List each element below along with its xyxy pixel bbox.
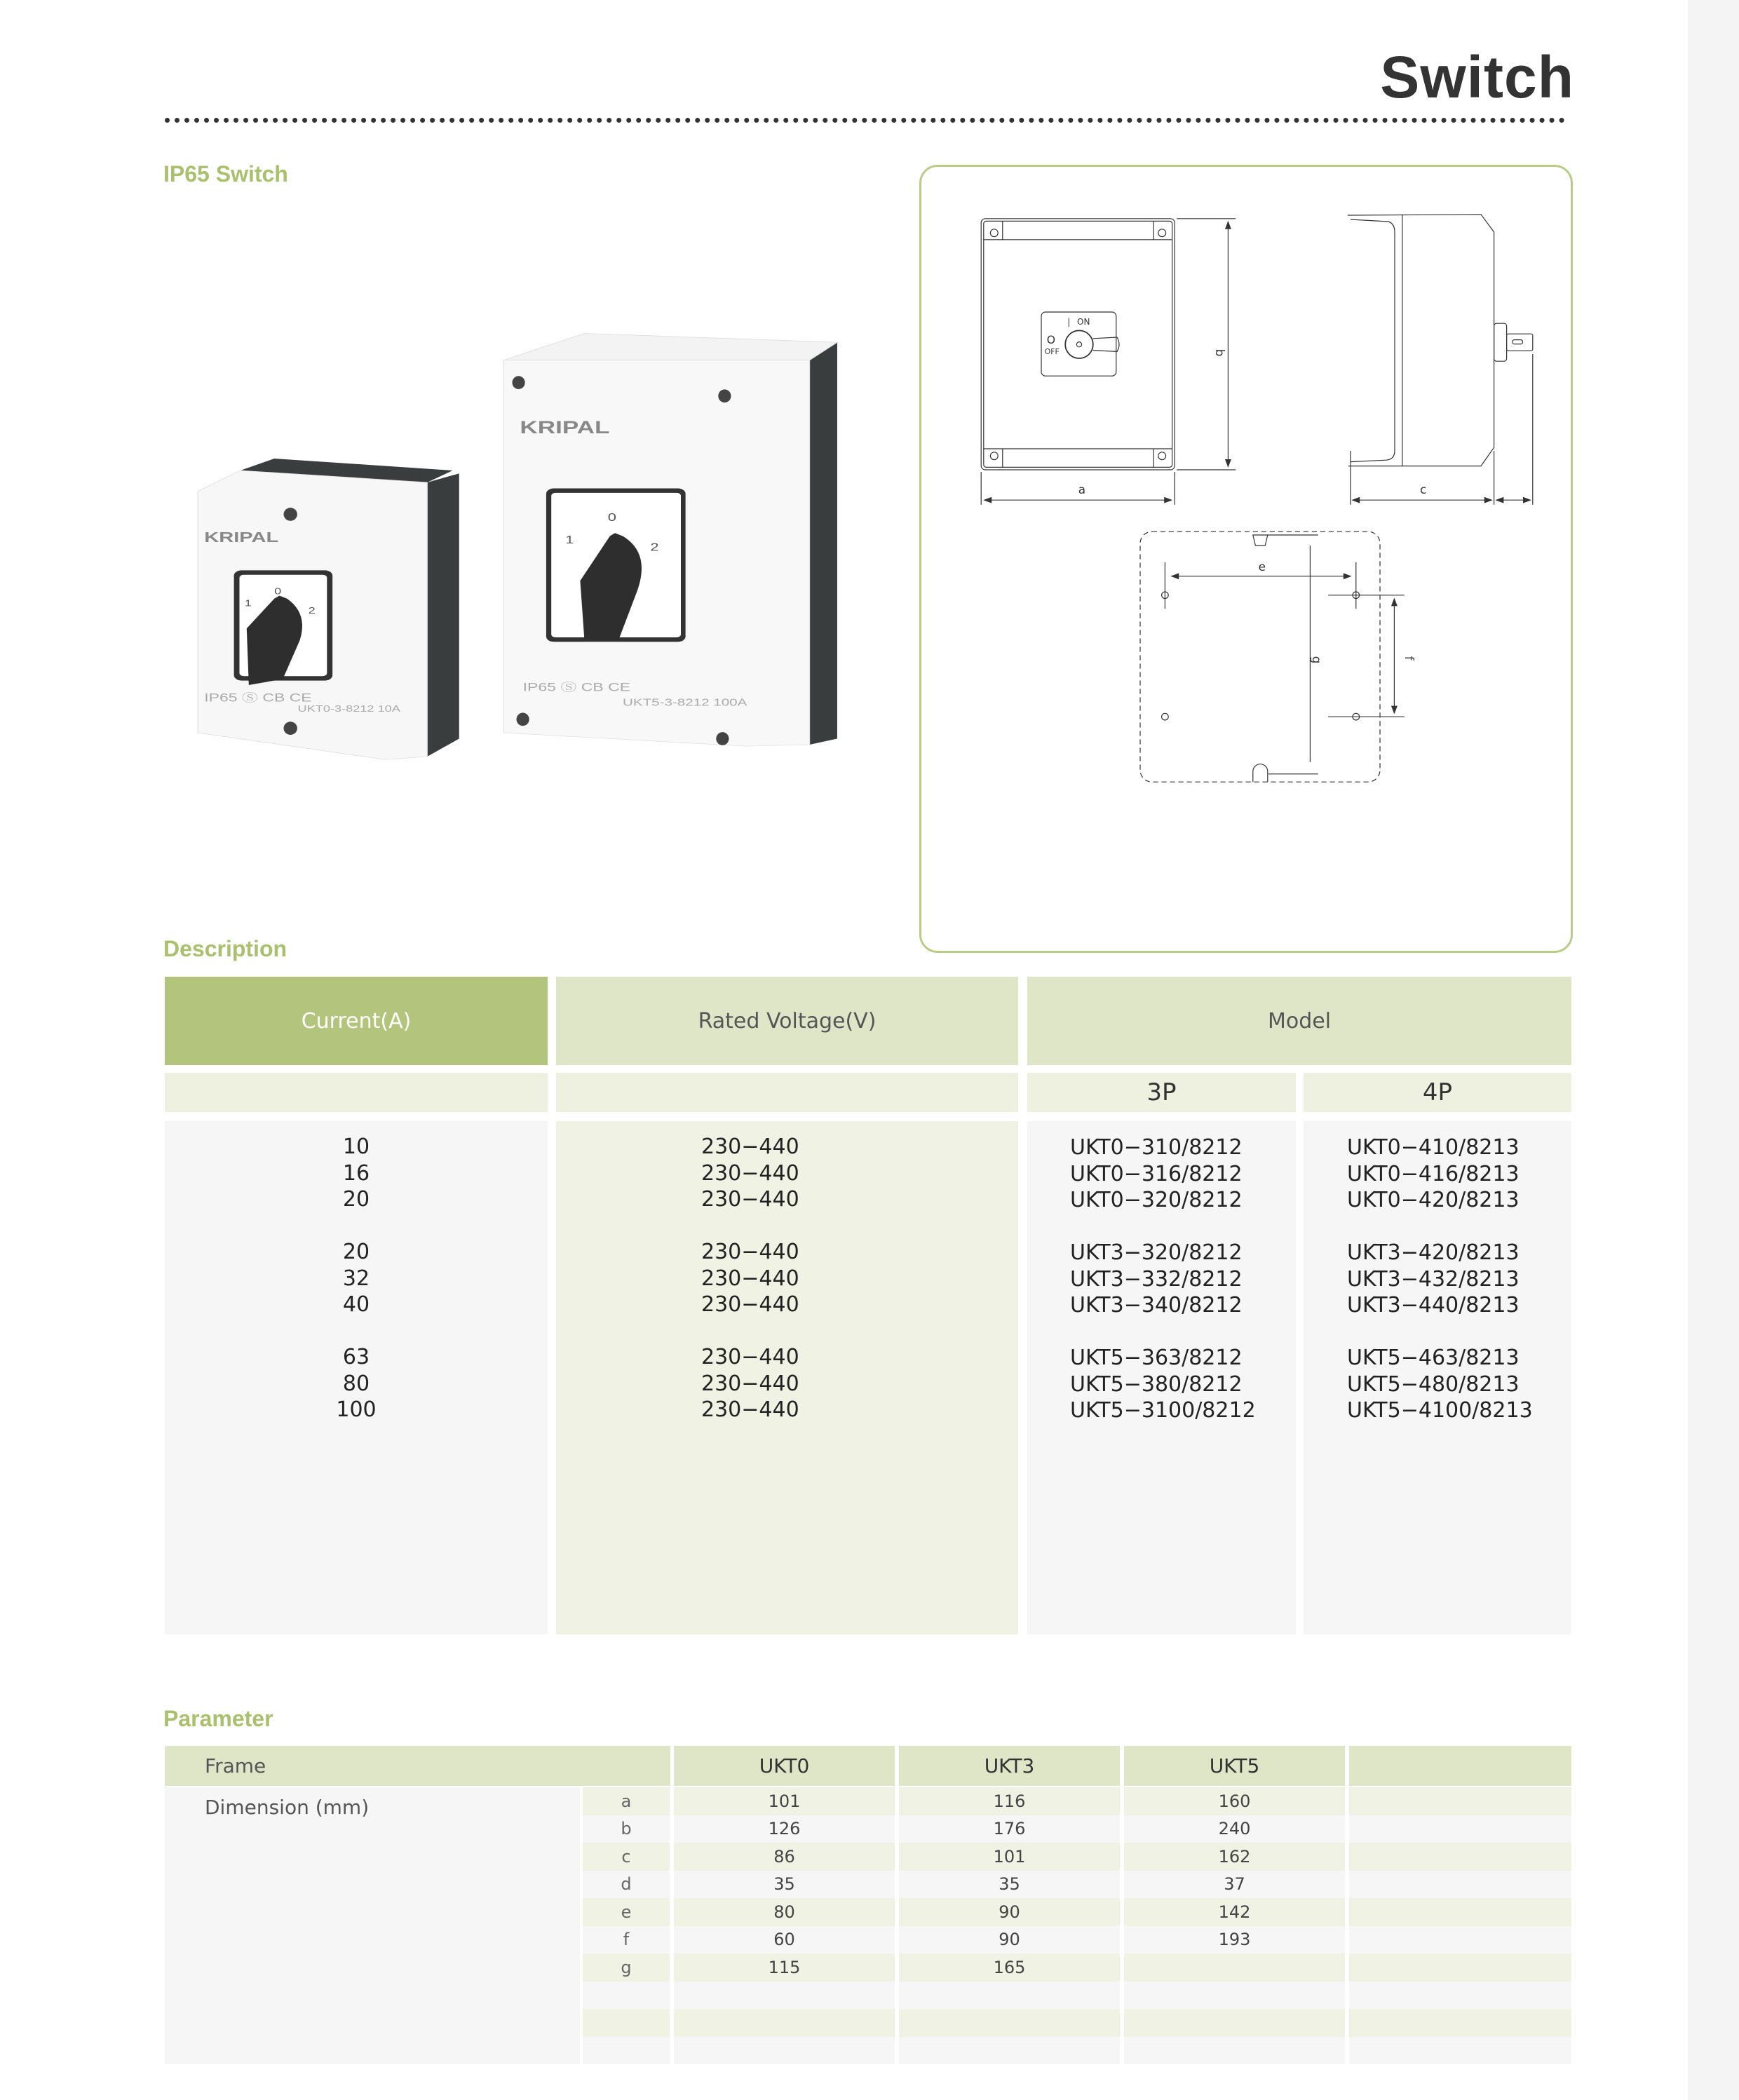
voltage-value: 230−440 xyxy=(701,1134,799,1159)
brand-logo-text: KRIPAL xyxy=(204,529,279,546)
mounting-view xyxy=(1140,531,1416,782)
subheader-blank xyxy=(165,1073,548,1112)
dimension-value xyxy=(1349,2009,1571,2037)
dimension-label-b: b xyxy=(1213,348,1227,357)
switch-on-label: ON xyxy=(1077,317,1090,327)
dimension-value xyxy=(1349,1926,1571,1954)
p4-value: UKT5−4100/8213 xyxy=(1347,1398,1533,1423)
p3-value: UKT5−3100/8212 xyxy=(1070,1398,1256,1423)
page-title: Switch xyxy=(1380,44,1574,110)
p4-value: UKT3−440/8213 xyxy=(1347,1293,1520,1317)
dial-position: 2 xyxy=(650,541,659,553)
dimension-key: d xyxy=(583,1871,670,1899)
row-group xyxy=(1070,1134,1256,1214)
p3-value: UKT3−320/8212 xyxy=(1070,1240,1243,1265)
dimension-value: 35 xyxy=(899,1871,1120,1899)
voltage-value: 230−440 xyxy=(701,1292,799,1317)
switch-off-label: OFF xyxy=(1044,347,1060,356)
voltage-value: 230−440 xyxy=(701,1397,799,1422)
row-group xyxy=(701,1239,799,1318)
front-view xyxy=(981,219,1236,505)
frame-header: UKT5 xyxy=(1124,1746,1345,1786)
dimension-value: 162 xyxy=(1124,1843,1345,1871)
ip65-switch-heading: IP65 Switch xyxy=(163,161,288,187)
row-group xyxy=(1070,1240,1256,1319)
dimension-value xyxy=(899,2037,1120,2065)
dimension-value xyxy=(1124,2009,1345,2037)
header-model: Model xyxy=(1027,977,1571,1065)
row-group xyxy=(165,1344,548,1423)
row-group xyxy=(701,1134,799,1213)
dimension-label-f: f xyxy=(1402,656,1416,661)
dimension-value: 160 xyxy=(1124,1787,1345,1815)
p3-value: UKT5−363/8212 xyxy=(1070,1346,1243,1370)
dimension-value: 116 xyxy=(899,1787,1120,1815)
certification-marks: IP65 Ⓢ CB CE xyxy=(204,691,312,705)
dimension-value: 80 xyxy=(674,1898,895,1926)
row-group xyxy=(1070,1345,1256,1424)
dimension-value xyxy=(674,2037,895,2065)
dimension-value: 90 xyxy=(899,1926,1120,1954)
dimension-value: 165 xyxy=(899,1953,1120,1982)
dimension-value xyxy=(1349,1953,1571,1982)
dial-position: 2 xyxy=(308,606,316,616)
dimension-label-e: e xyxy=(1258,560,1266,574)
dimension-value xyxy=(1124,2037,1345,2065)
switch-on-mark: | xyxy=(1067,317,1071,327)
current-values xyxy=(165,1134,548,1449)
row-group xyxy=(1347,1134,1533,1214)
current-value: 80 xyxy=(342,1371,370,1396)
current-value: 100 xyxy=(336,1397,377,1422)
dimension-label: Dimension (mm) xyxy=(165,1787,580,2064)
row-group xyxy=(1347,1345,1533,1424)
dotted-divider xyxy=(165,118,1565,123)
p3-value: UKT3−340/8212 xyxy=(1070,1293,1243,1317)
dimension-value xyxy=(1349,1982,1571,2010)
header-voltage: Rated Voltage(V) xyxy=(556,977,1018,1065)
switch-off-mark: O xyxy=(1046,334,1056,346)
p3-value: UKT0−316/8212 xyxy=(1070,1161,1243,1186)
row-group xyxy=(1347,1240,1533,1319)
parameter-heading: Parameter xyxy=(163,1706,273,1731)
dimension-value: 176 xyxy=(899,1815,1120,1843)
dimension-value xyxy=(674,1982,895,2010)
certification-marks: IP65 Ⓢ CB CE xyxy=(522,681,631,694)
p4-value: UKT5−480/8213 xyxy=(1347,1371,1520,1397)
header-current: Current(A) xyxy=(165,977,548,1065)
dimension-label-g: g xyxy=(1310,656,1324,664)
dimension-label-a: a xyxy=(1078,482,1086,497)
dimension-value: 240 xyxy=(1124,1815,1345,1843)
current-value: 16 xyxy=(342,1160,370,1186)
p3-value: UKT0−320/8212 xyxy=(1070,1188,1243,1212)
brand-logo-text: KRIPAL xyxy=(520,418,610,438)
dimension-value: 142 xyxy=(1124,1898,1345,1926)
dimension-value: 90 xyxy=(899,1898,1120,1926)
dimension-value: 86 xyxy=(674,1843,895,1871)
current-value: 32 xyxy=(342,1266,370,1291)
voltage-value: 230−440 xyxy=(701,1371,799,1396)
current-value: 40 xyxy=(342,1292,370,1317)
dimension-key: e xyxy=(583,1898,670,1926)
model-3p-values xyxy=(1070,1134,1256,1450)
dimension-value xyxy=(1349,1843,1571,1871)
dimension-value: 115 xyxy=(674,1953,895,1982)
current-value: 10 xyxy=(342,1134,370,1159)
frame-header: UKT3 xyxy=(899,1746,1120,1786)
model-4p-values xyxy=(1347,1134,1533,1450)
dimension-value xyxy=(1349,1787,1571,1815)
row-group xyxy=(701,1344,799,1423)
current-value: 63 xyxy=(342,1345,370,1369)
dimension-key: a xyxy=(583,1787,670,1815)
p4-value: UKT3−420/8213 xyxy=(1347,1240,1520,1265)
p4-value: UKT3−432/8213 xyxy=(1347,1266,1520,1292)
p4-value: UKT5−463/8213 xyxy=(1347,1346,1520,1370)
page-edge-strip xyxy=(1688,0,1739,2100)
dimension-value: 35 xyxy=(674,1871,895,1899)
dimension-value: 193 xyxy=(1124,1926,1345,1954)
large-enclosure xyxy=(503,334,837,747)
dial-position: 1 xyxy=(565,534,574,546)
p3-value: UKT3−332/8212 xyxy=(1070,1266,1243,1292)
dimension-value xyxy=(899,2009,1120,2037)
dimension-value xyxy=(1349,2037,1571,2065)
dial-position: 0 xyxy=(274,586,282,597)
model-marking: UKT0-3-8212 10A xyxy=(297,704,400,714)
dimension-value xyxy=(1349,1815,1571,1843)
subheader-4p: 4P xyxy=(1304,1073,1571,1112)
frame-header xyxy=(1349,1746,1571,1786)
product-photo xyxy=(189,316,855,792)
p3-value: UKT0−310/8212 xyxy=(1070,1135,1243,1160)
dimension-value xyxy=(1124,1953,1345,1982)
row-group xyxy=(165,1239,548,1318)
current-value: 20 xyxy=(342,1187,370,1212)
dimension-value xyxy=(1349,1871,1571,1899)
dimension-value xyxy=(674,2009,895,2037)
dial-position: 1 xyxy=(244,598,252,609)
voltage-value: 230−440 xyxy=(701,1160,799,1186)
dimension-value xyxy=(1349,1898,1571,1926)
dimension-key: f xyxy=(583,1926,670,1954)
voltage-values xyxy=(701,1134,799,1449)
dimension-key xyxy=(583,1982,670,2010)
dimension-key: c xyxy=(583,1843,670,1871)
dimension-value: 37 xyxy=(1124,1871,1345,1899)
dimension-key: b xyxy=(583,1815,670,1843)
row-group xyxy=(165,1134,548,1213)
current-value: 20 xyxy=(342,1240,370,1264)
dimension-value xyxy=(899,1982,1120,2010)
p4-value: UKT0−420/8213 xyxy=(1347,1188,1520,1212)
frame-label: Frame xyxy=(165,1746,670,1786)
dimension-key xyxy=(583,2037,670,2065)
voltage-value: 230−440 xyxy=(701,1187,799,1212)
dial-position: 0 xyxy=(607,511,616,524)
dimension-value: 60 xyxy=(674,1926,895,1954)
dimension-label-c: c xyxy=(1420,482,1427,497)
voltage-value: 230−440 xyxy=(701,1345,799,1369)
voltage-value: 230−440 xyxy=(701,1266,799,1291)
dimension-key xyxy=(583,2009,670,2037)
dimension-value: 126 xyxy=(674,1815,895,1843)
p4-value: UKT0−410/8213 xyxy=(1347,1135,1520,1160)
voltage-value: 230−440 xyxy=(701,1240,799,1264)
dimension-drawing xyxy=(919,165,1571,951)
subheader-blank xyxy=(556,1073,1018,1112)
side-view xyxy=(1348,215,1533,505)
model-marking: UKT5-3-8212 100A xyxy=(622,696,747,708)
dimension-value xyxy=(1124,1982,1345,2010)
small-enclosure xyxy=(198,459,459,759)
dimension-value: 101 xyxy=(674,1787,895,1815)
frame-header: UKT0 xyxy=(674,1746,895,1786)
p4-value: UKT0−416/8213 xyxy=(1347,1161,1520,1186)
dimension-value: 101 xyxy=(899,1843,1120,1871)
p3-value: UKT5−380/8212 xyxy=(1070,1371,1243,1397)
description-heading: Description xyxy=(163,936,287,961)
dimension-key: g xyxy=(583,1953,670,1982)
subheader-3p: 3P xyxy=(1027,1073,1296,1112)
